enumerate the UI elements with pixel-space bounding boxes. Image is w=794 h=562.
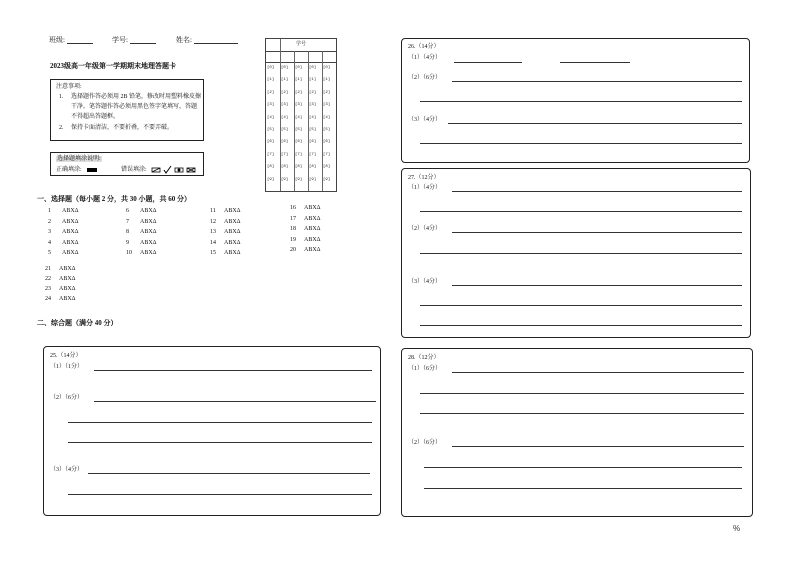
q28-line[interactable] bbox=[420, 413, 744, 414]
student-id-bubble[interactable]: [5] bbox=[295, 128, 303, 132]
student-id-bubble[interactable]: [4] bbox=[295, 115, 303, 120]
mcq-options[interactable]: ABXΔ bbox=[224, 239, 241, 246]
student-id-bubble[interactable]: [0] bbox=[281, 66, 289, 70]
student-id-write-row[interactable] bbox=[266, 52, 336, 63]
student-id-bubble[interactable]: [1] bbox=[323, 78, 331, 83]
name-blank[interactable] bbox=[194, 36, 238, 44]
student-id-bubble[interactable]: [8] bbox=[281, 165, 289, 170]
mcq-options[interactable]: ABXΔ bbox=[62, 250, 79, 256]
mcq-question-number: 6 bbox=[126, 208, 129, 214]
correct-fill-label: 正确填涂: bbox=[56, 167, 82, 173]
student-id-bubble[interactable]: [0] bbox=[309, 66, 317, 70]
number-field bbox=[112, 36, 156, 44]
mcq-options[interactable]: ABXΔ bbox=[304, 205, 321, 211]
student-id-bubble[interactable]: [9] bbox=[281, 177, 289, 182]
student-id-bubble[interactable]: [7] bbox=[309, 152, 317, 157]
q27-line[interactable] bbox=[420, 305, 742, 306]
mcq-question-number: 20 bbox=[290, 247, 296, 253]
student-id-bubble[interactable]: [6] bbox=[267, 140, 275, 145]
name-field bbox=[176, 36, 238, 44]
wrong-fill-samples-icon bbox=[151, 165, 201, 174]
student-id-bubble[interactable]: [4] bbox=[267, 115, 275, 120]
mcq-question-number: 2 bbox=[48, 218, 51, 225]
student-id-bubble[interactable]: [3] bbox=[323, 103, 331, 108]
student-id-bubble[interactable]: [2] bbox=[295, 90, 303, 95]
mcq-options[interactable]: ABXΔ bbox=[224, 218, 241, 225]
q28-line[interactable] bbox=[452, 446, 744, 447]
mcq-options[interactable]: ABXΔ bbox=[140, 239, 157, 246]
mcq-question-number: 4 bbox=[48, 239, 51, 246]
q28-line[interactable] bbox=[420, 393, 744, 394]
number-blank[interactable] bbox=[130, 36, 156, 44]
student-id-bubble[interactable]: [1] bbox=[267, 78, 275, 83]
mcq-question-number: 8 bbox=[126, 229, 129, 235]
student-id-bubble[interactable]: [2] bbox=[309, 90, 317, 95]
notice-item-2-num: 2. bbox=[59, 125, 64, 131]
student-id-bubble[interactable]: [8] bbox=[267, 165, 275, 170]
student-id-bubble[interactable]: [2] bbox=[281, 90, 289, 95]
q27-title: 27.（12分） bbox=[408, 175, 440, 181]
q25-line[interactable] bbox=[68, 422, 372, 423]
q27-line[interactable] bbox=[452, 285, 742, 286]
student-id-header-row bbox=[266, 39, 336, 52]
student-id-bubble[interactable]: [8] bbox=[309, 165, 317, 170]
student-id-bubble[interactable]: [9] bbox=[267, 177, 275, 182]
q28-line[interactable] bbox=[424, 488, 742, 489]
q26-line[interactable] bbox=[448, 123, 742, 124]
fill-guide-box bbox=[50, 152, 204, 176]
mcq-options[interactable]: ABXΔ bbox=[304, 215, 321, 222]
q26-line[interactable] bbox=[452, 81, 742, 82]
q27-part3-label: （3）（4分） bbox=[408, 279, 442, 285]
student-id-grid bbox=[265, 38, 337, 192]
student-id-bubble[interactable]: [7] bbox=[295, 152, 303, 157]
q27-line[interactable] bbox=[420, 253, 742, 254]
notice-item-2-line-1: 保持卡面清洁，不要折叠，不要弄破。 bbox=[71, 125, 174, 131]
mcq-question-number: 3 bbox=[48, 229, 51, 235]
mcq-question-number: 5 bbox=[48, 250, 51, 256]
q27-part2-label: （2）（4分） bbox=[408, 226, 442, 232]
student-id-bubble[interactable]: [6] bbox=[323, 140, 331, 145]
section1-title: 一、选择题（每小题 2 分，共 30 小题，共 60 分） bbox=[37, 195, 191, 203]
q25-line[interactable] bbox=[68, 494, 372, 495]
student-id-bubble[interactable]: [3] bbox=[267, 103, 275, 108]
mcq-question-number: 24 bbox=[45, 296, 51, 302]
number-label: 学号: bbox=[112, 36, 128, 44]
q25-part1-label: （1）（1分） bbox=[50, 364, 84, 370]
mcq-question-number: 22 bbox=[45, 276, 51, 282]
q26-line[interactable] bbox=[454, 62, 522, 63]
q25-part2-label: （2）（6分） bbox=[50, 395, 84, 401]
student-id-bubble[interactable]: [4] bbox=[309, 115, 317, 120]
student-id-bubble[interactable]: [7] bbox=[323, 152, 331, 157]
mcq-question-number: 10 bbox=[126, 250, 132, 256]
student-id-bubble[interactable]: [9] bbox=[295, 177, 303, 182]
mcq-options[interactable]: ABXΔ bbox=[140, 208, 157, 214]
q28-part1-label: （1）（6分） bbox=[408, 366, 442, 372]
q28-title: 28.（12分） bbox=[408, 355, 440, 361]
mcq-question-number: 9 bbox=[126, 239, 129, 246]
q27-part1-label: （1）（4分） bbox=[408, 185, 442, 191]
q27-line[interactable] bbox=[420, 211, 742, 212]
mcq-options[interactable]: ABXΔ bbox=[304, 226, 321, 232]
student-id-bubble[interactable]: [7] bbox=[267, 152, 275, 157]
student-id-bubble[interactable]: [6] bbox=[309, 140, 317, 145]
mcq-options[interactable]: ABXΔ bbox=[62, 208, 79, 214]
q27-answer-box bbox=[401, 168, 751, 338]
mcq-options[interactable]: ABXΔ bbox=[140, 229, 157, 235]
mcq-options[interactable]: ABXΔ bbox=[304, 236, 321, 243]
student-id-bubble[interactable]: [8] bbox=[323, 165, 331, 170]
student-id-bubble[interactable]: [4] bbox=[323, 115, 331, 120]
notice-item-1-num: 1. bbox=[59, 94, 64, 100]
student-id-bubble[interactable]: [6] bbox=[281, 140, 289, 145]
mcq-question-number: 13 bbox=[210, 229, 216, 235]
mcq-question-number: 11 bbox=[210, 208, 216, 214]
mcq-options[interactable]: ABXΔ bbox=[59, 286, 76, 292]
notice-item-1-line-2: 干净。笔答题作答必须用黑色签字笔填写，答题 bbox=[71, 104, 198, 110]
q25-line[interactable] bbox=[88, 473, 370, 474]
mcq-options[interactable]: ABXΔ bbox=[59, 266, 76, 272]
mcq-options[interactable]: ABXΔ bbox=[62, 218, 79, 225]
student-id-bubble[interactable]: [5] bbox=[267, 128, 275, 132]
q28-answer-box bbox=[401, 348, 753, 517]
q26-line[interactable] bbox=[420, 101, 742, 102]
notice-heading: 注意事项: bbox=[56, 84, 82, 90]
mcq-question-number: 14 bbox=[210, 239, 216, 246]
q28-part2-label: （2）（6分） bbox=[408, 440, 442, 446]
notice-item-1-line-1: 选择题作答必须用 2B 铅笔，修改时用塑料橡皮擦 bbox=[71, 94, 202, 100]
mcq-options[interactable]: ABXΔ bbox=[140, 250, 157, 256]
student-id-bubble[interactable]: [2] bbox=[323, 90, 331, 95]
student-id-bubble[interactable]: [3] bbox=[295, 103, 303, 108]
name-label: 姓名: bbox=[176, 36, 192, 44]
q26-line[interactable] bbox=[420, 143, 742, 144]
q25-answer-box bbox=[43, 346, 381, 516]
mcq-options[interactable]: ABXΔ bbox=[62, 229, 79, 235]
q27-line[interactable] bbox=[420, 325, 742, 326]
student-id-bubble[interactable]: [9] bbox=[309, 177, 317, 182]
mcq-options[interactable]: ABXΔ bbox=[224, 229, 241, 235]
student-id-bubble[interactable]: [0] bbox=[267, 66, 275, 70]
q26-part2-label: （2）（6分） bbox=[408, 75, 442, 81]
mcq-question-number: 12 bbox=[210, 218, 216, 225]
q27-line[interactable] bbox=[452, 232, 742, 233]
student-id-bubble[interactable]: [1] bbox=[281, 78, 289, 83]
q28-line[interactable] bbox=[452, 372, 744, 373]
footer-mark: % bbox=[733, 524, 741, 533]
mcq-question-number: 19 bbox=[290, 236, 296, 243]
student-id-header: 学号 bbox=[295, 42, 306, 47]
q25-line[interactable] bbox=[68, 442, 372, 443]
student-id-bubble[interactable]: [4] bbox=[281, 115, 289, 120]
wrong-fill-label: 错误填涂: bbox=[121, 167, 147, 173]
student-id-bubble[interactable]: [7] bbox=[281, 152, 289, 157]
q26-title: 26.（14分） bbox=[408, 44, 440, 50]
student-id-bubble[interactable]: [1] bbox=[295, 78, 303, 83]
student-id-bubble[interactable]: [1] bbox=[309, 78, 317, 83]
q25-part3-label: （3）（4分） bbox=[50, 467, 84, 473]
q25-title: 25.（14分） bbox=[50, 353, 82, 359]
mcq-options[interactable]: ABXΔ bbox=[59, 296, 76, 302]
q27-line[interactable] bbox=[452, 191, 742, 192]
student-id-bubble[interactable]: [2] bbox=[267, 90, 275, 95]
q25-line[interactable] bbox=[94, 401, 376, 402]
mcq-options[interactable]: ABXΔ bbox=[304, 247, 321, 253]
student-id-bubble[interactable]: [3] bbox=[281, 103, 289, 108]
mcq-question-number: 16 bbox=[290, 205, 296, 211]
mcq-question-number: 1 bbox=[48, 208, 51, 214]
notice-item-1-line-3: 不得超出答题框。 bbox=[71, 114, 120, 120]
mcq-question-number: 21 bbox=[45, 266, 51, 272]
class-field bbox=[49, 36, 93, 44]
mcq-question-number: 7 bbox=[126, 218, 129, 225]
mcq-question-number: 17 bbox=[290, 215, 296, 222]
class-label: 班级: bbox=[49, 36, 65, 44]
correct-fill-sample bbox=[87, 168, 97, 172]
student-id-bubble[interactable]: [0] bbox=[295, 66, 303, 70]
notice-box bbox=[50, 79, 204, 141]
fill-guide-heading: 选择题填涂说明: bbox=[57, 156, 101, 162]
class-blank[interactable] bbox=[67, 36, 93, 44]
student-id-bubble[interactable]: [3] bbox=[309, 103, 317, 108]
student-id-bubble[interactable]: [5] bbox=[323, 128, 331, 132]
mcq-options[interactable]: ABXΔ bbox=[224, 208, 241, 214]
mcq-question-number: 23 bbox=[45, 286, 51, 292]
q26-line[interactable] bbox=[560, 62, 630, 63]
student-id-bubble[interactable]: [5] bbox=[309, 128, 317, 132]
q26-part3-label: （3）（4分） bbox=[408, 117, 442, 123]
student-id-bubble[interactable]: [8] bbox=[295, 165, 303, 170]
mcq-question-number: 15 bbox=[210, 250, 216, 256]
page-title: 2023级高一年级第一学期期末地理答题卡 bbox=[50, 62, 176, 70]
q26-part1-label: （1）（4分） bbox=[408, 55, 442, 61]
q25-line[interactable] bbox=[94, 370, 372, 371]
student-id-bubble[interactable]: [5] bbox=[281, 128, 289, 132]
student-id-bubble[interactable]: [6] bbox=[295, 140, 303, 145]
mcq-options[interactable]: ABXΔ bbox=[224, 250, 241, 256]
q26-answer-box bbox=[401, 38, 750, 163]
student-id-bubble[interactable]: [0] bbox=[323, 66, 331, 70]
mcq-options[interactable]: ABXΔ bbox=[59, 276, 76, 282]
mcq-question-number: 18 bbox=[290, 226, 296, 232]
student-id-bubble[interactable]: [9] bbox=[323, 177, 331, 182]
mcq-options[interactable]: ABXΔ bbox=[62, 239, 79, 246]
mcq-options[interactable]: ABXΔ bbox=[140, 218, 157, 225]
q28-line[interactable] bbox=[424, 467, 742, 468]
section2-title: 二、综合题（满分 40 分） bbox=[37, 319, 118, 327]
